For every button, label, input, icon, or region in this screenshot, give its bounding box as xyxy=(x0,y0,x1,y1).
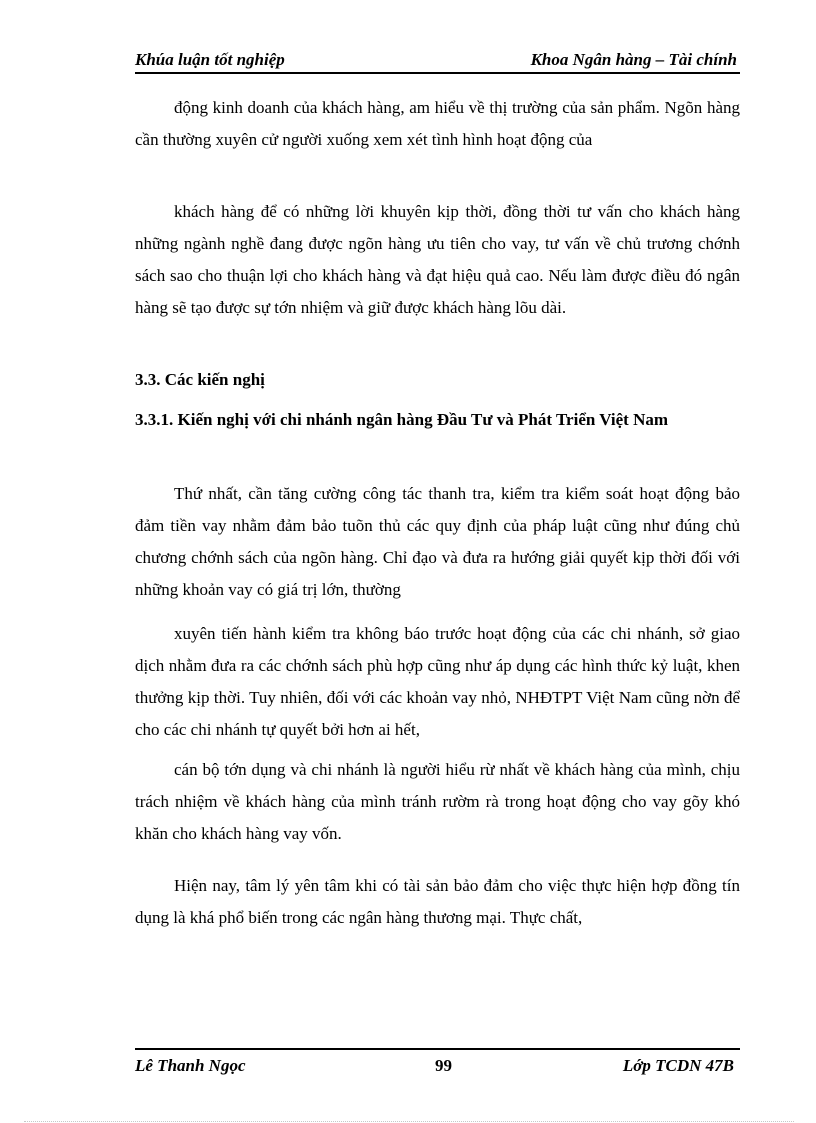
paragraph-2: khách hàng để có những lời khuyên kịp thời, đồng thời tư vấn cho khách hàng những ngành nghề đang được ngõn hàng ưu tiên cho vay, tư vấn về chủ trương chớnh sách sao cho thuận lợi cho khách hàng và đạt hiệu quả cao. Nếu làm được điều đó ngân hàng sẽ tạo được sự tớn nhiệm và giữ được khách hàng lõu dài. xyxy=(135,202,740,317)
header-faculty: Khoa Ngân hàng – Tài chính xyxy=(530,50,737,69)
page-number: 99 xyxy=(435,1056,452,1075)
paragraph-5: cán bộ tớn dụng và chi nhánh là người hiểu rừ nhất về khách hàng của mình, chịu trách nhiệm về khách hàng của mình tránh rườm rà trong hoạt động cho vay gõy khó khăn cho khách hàng vay vốn. xyxy=(135,760,740,843)
footer-author: Lê Thanh Ngọc xyxy=(135,1056,246,1075)
paragraph-3: Thứ nhất, cần tăng cường công tác thanh tra, kiểm tra kiểm soát hoạt động bảo đảm tiền vay nhằm đảm bảo tuõn thủ các quy định của pháp luật cũng như đúng chủ chương chớnh sách của ngõn hàng. Chỉ đạo và đưa ra hướng giải quyết kịp thời đối với những khoản vay có giá trị lớn, thường xyxy=(135,484,740,599)
page-edge-divider xyxy=(24,1121,794,1122)
paragraph-1: động kinh doanh của khách hàng, am hiểu về thị trường của sản phẩm. Ngõn hàng cần thường xuyên cử người xuống xem xét tình hình hoạt động của xyxy=(135,98,740,149)
header-thesis-title: Khúa luận tốt nghiệp xyxy=(135,50,285,69)
subsection-heading: 3.3.1. Kiến nghị với chi nhánh ngân hàng Đầu Tư và Phát Triển Việt Nam xyxy=(135,410,669,429)
paragraph-4: xuyên tiến hành kiểm tra không báo trước hoạt động của các chi nhánh, sở giao dịch nhằm đưa ra các chớnh sách phù hợp cũng như áp dụng các hình thức kỷ luật, khen thưởng kịp thời. Tuy nhiên, đối với các khoản vay nhỏ, NHĐTPT Việt Nam cũng nờn để cho các chi nhánh tự quyết bởi hơn ai hết, xyxy=(135,624,740,739)
section-heading: 3.3. Các kiến nghị xyxy=(135,370,265,389)
footer-class: Lớp TCDN 47B xyxy=(622,1056,734,1075)
paragraph-6: Hiện nay, tâm lý yên tâm khi có tài sản bảo đảm cho việc thực hiện hợp đồng tín dụng là khá phổ biến trong các ngân hàng thương mại. Thực chất, xyxy=(135,876,740,927)
page-header xyxy=(135,48,740,74)
page-footer xyxy=(135,1048,740,1078)
